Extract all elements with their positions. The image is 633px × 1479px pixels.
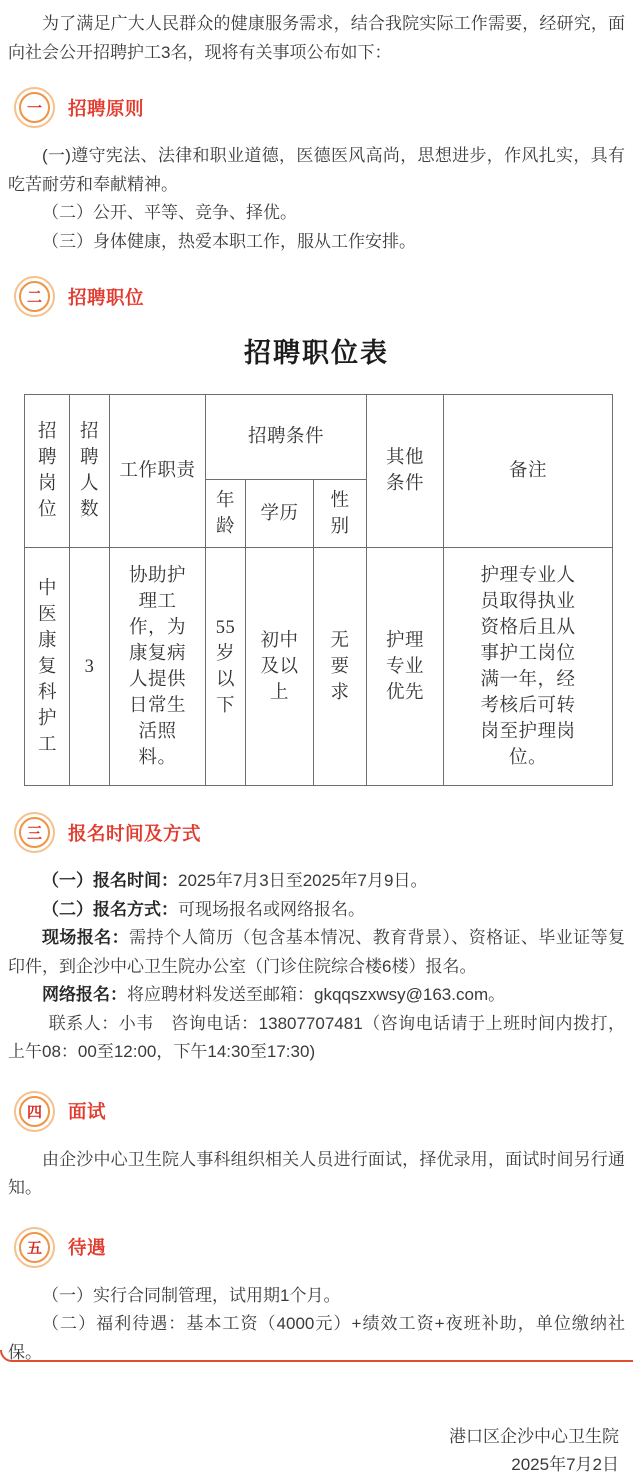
bottom-divider <box>0 1350 633 1362</box>
online-signup-label: 网络报名： <box>42 985 127 1004</box>
section-numeral: 四 <box>19 1096 50 1127</box>
benefit-item-2: （二）福利待遇：基本工资（4000元）+绩效工资+夜班补助，单位缴纳社保。 <box>8 1314 625 1362</box>
section-number-badge-icon <box>14 812 55 853</box>
table-row <box>25 548 613 786</box>
signature-org: 港口区企沙中心卫生院 <box>449 1427 619 1446</box>
onsite-signup-label: 现场报名： <box>42 928 130 947</box>
table-header-education: 学历 <box>246 480 314 548</box>
section-title: 报名时间及方式 <box>68 822 202 844</box>
signup-time-label: （一）报名时间： <box>42 871 178 890</box>
principle-item-1: (一)遵守宪法、法律和职业道德，医德医风高尚，思想进步，作风扎实，具有吃苦耐劳和奉献精神。 <box>8 146 625 194</box>
section-title: 待遇 <box>68 1237 107 1258</box>
principle-item-3: （三）身体健康，热爱本职工作，服从工作安排。 <box>42 231 416 251</box>
table-title: 招聘职位表 <box>244 338 389 368</box>
intro-paragraph: 为了满足广大人民群众的健康服务需求，结合我院实际工作需要，经研究，面向社会公开招聘护工3名，现将有关事项公布如下： <box>8 14 625 62</box>
cell-other-conditions: 护理专业优先 <box>367 548 444 786</box>
section-heading-1 <box>14 87 625 128</box>
benefit-item-1: （一）实行合同制管理，试用期1个月。 <box>42 1285 341 1305</box>
signup-method-line <box>8 896 625 925</box>
cell-age: 55岁以下 <box>206 548 246 786</box>
table-header-remark: 备注 <box>444 395 613 548</box>
onsite-signup-text: 需持个人简历（包含基本情况、教育背景）、资格证、毕业证等复印件，到企沙中心卫生院办公室（门诊住院综合楼6楼）报名。 <box>8 928 626 976</box>
section-title: 招聘职位 <box>68 286 145 308</box>
table-header-post: 招聘岗位 <box>25 395 70 548</box>
interview-paragraph: 由企沙中心卫生院人事科组织相关人员进行面试，择优录用，面试时间另行通知。 <box>8 1149 625 1197</box>
section-number-badge-icon <box>14 276 55 317</box>
online-signup-line <box>8 981 625 1010</box>
cell-education: 初中及以上 <box>246 548 314 786</box>
section-3-body <box>8 867 625 1067</box>
table-header-other: 其他条件 <box>367 395 444 548</box>
section-1-body <box>8 142 625 256</box>
table-header-duty: 工作职责 <box>110 395 206 548</box>
section-number-badge-icon <box>14 1227 55 1268</box>
signup-time-value: 2025年7月3日至2025年7月9日。 <box>178 871 428 890</box>
signup-time-line <box>8 867 625 896</box>
recruitment-positions-table <box>24 394 613 786</box>
onsite-signup-line <box>8 924 625 981</box>
table-header-count: 招聘人数 <box>70 395 110 548</box>
section-heading-5 <box>14 1227 625 1268</box>
section-numeral: 三 <box>19 817 50 848</box>
cell-duty: 协助护理工作，为康复病人提供日常生活照料。 <box>110 548 206 786</box>
section-title: 面试 <box>68 1101 107 1122</box>
section-numeral: 一 <box>19 92 50 123</box>
principle-item-2: （二）公开、平等、竞争、择优。 <box>42 203 297 222</box>
section-number-badge-icon <box>14 1091 55 1132</box>
cell-count: 3 <box>70 548 110 786</box>
cell-gender: 无要求 <box>314 548 367 786</box>
cell-post: 中医康复科护工 <box>25 548 70 786</box>
section-heading-2 <box>14 276 625 317</box>
section-heading-3 <box>14 812 625 853</box>
table-header-conditions-group: 招聘条件 <box>206 395 367 480</box>
table-header-gender: 性别 <box>314 480 367 548</box>
section-heading-4 <box>14 1091 625 1132</box>
section-number-badge-icon <box>14 87 55 128</box>
cell-remark: 护理专业人员取得执业资格后且从事护工岗位满一年，经考核后可转岗至护理岗位。 <box>444 548 613 786</box>
section-numeral: 二 <box>19 281 50 312</box>
signature-date: 2025年7月2日 <box>511 1455 619 1474</box>
signup-method-value: 可现场报名或网络报名。 <box>178 899 365 919</box>
section-title: 招聘原则 <box>68 97 145 119</box>
contact-line: 联系人：小韦 咨询电话：13807707481（咨询电话请于上班时间内拨打，上午08：00至12:00，下午14:30至17:30) <box>8 1013 625 1061</box>
table-header-age: 年龄 <box>206 480 246 548</box>
signature-block <box>8 1423 625 1479</box>
section-numeral: 五 <box>19 1232 50 1263</box>
online-signup-text: 将应聘材料发送至邮箱：gkqqszxwsy@163.com。 <box>127 985 506 1004</box>
signup-method-label: （二）报名方式： <box>42 899 178 919</box>
